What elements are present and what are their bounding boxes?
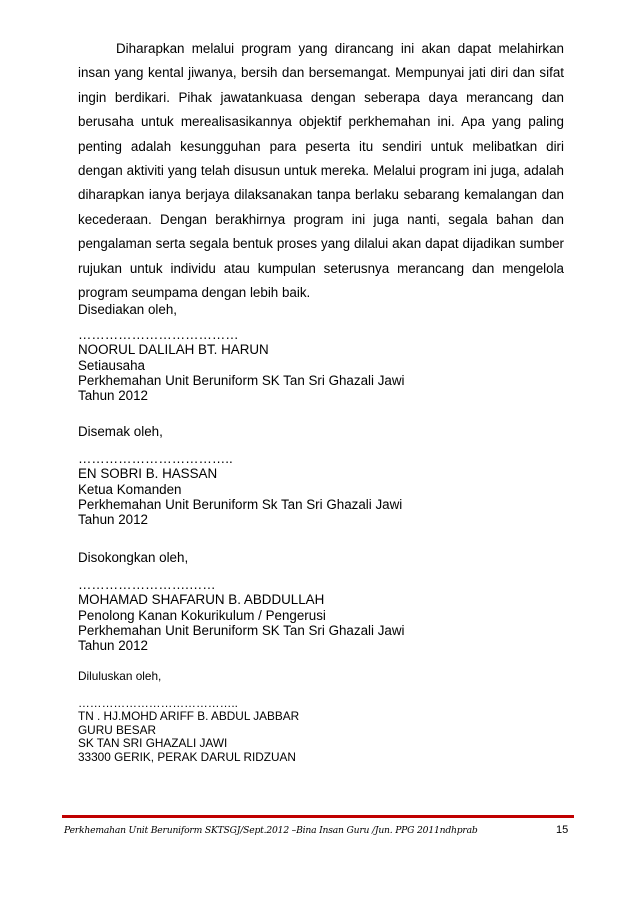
signature-name: EN SOBRI B. HASSAN [78,466,218,482]
signature-dots: …………………….…… [78,577,216,593]
signature-dots: …………………………….. [78,451,233,467]
signature-dots: ……………………………… [78,327,239,343]
signature-org: Perkhemahan Unit Beruniform SK Tan Sri Ghazali Jawi [78,622,405,638]
signature-approved-by [78,670,578,765]
body-paragraph [78,37,564,305]
footer-text: Perkhemahan Unit Beruniform SKTSGJ/Sept.2012 –Bina Insan Guru /Jun. PPG 2011ndhprab [64,825,478,836]
signature-name: NOORUL DALILAH BT. HARUN [78,342,269,358]
signature-heading: Diluluskan oleh, [78,669,162,683]
signature-year: 33300 GERIK, PERAK DARUL RIDZUAN [78,749,296,764]
signature-title: GURU BESAR [78,722,157,737]
signature-prepared-by [78,302,578,403]
page-number: 15 [556,824,569,836]
signature-supported-by [78,550,578,653]
signature-name: MOHAMAD SHAFARUN B. ABDDULLAH [78,592,325,608]
signature-heading: Disediakan oleh, [78,302,178,317]
signature-org: Perkhemahan Unit Beruniform SK Tan Sri Ghazali Jawi [78,372,405,388]
footer-rule [62,815,574,818]
signature-org: Perkhemahan Unit Beruniform Sk Tan Sri Ghazali Jawi [78,496,403,512]
signature-org: SK TAN SRI GHAZALI JAWI [78,736,228,751]
signature-dots: ………………………………….. [78,695,238,710]
signature-title: Penolong Kanan Kokurikulum / Pengerusi [78,607,326,623]
signature-heading: Disemak oleh, [78,424,163,439]
paragraph-text: Diharapkan melalui program yang dirancang ini akan dapat melahirkan insan yang kental jiwanya, bersih dan bersemangat. Mempunyai jati diri dan sifat ingin berdikari. Pihak jawatankuasa dengan seberapa daya merancang dan berusaha untuk merealisasikannya objektif perkhemahan ini. Apa yang paling penting adalah kesungguhan para peserta itu sendiri untuk melibatkan diri dengan aktiviti yang telah disusun untuk mereka. Melalui program ini juga, adalah diharapkan ianya berjaya dilaksanakan tanpa berlaku sebarang kemalangan dan kecederaan. Dengan berakhirnya program ini juga nanti, segala bahan dan pengalaman serta segala bentuk proses yang dilalui akan dapat dijadikan sumber rujukan untuk individu atau kumpulan seterusnya merancang dan mengelola program seumpama dengan lebih baik. [78,41,564,301]
signature-reviewed-by [78,424,578,527]
signature-name: TN . HJ.MOHD ARIFF B. ABDUL JABBAR [78,709,300,724]
signature-title: Ketua Komanden [78,481,182,497]
signature-year: Tahun 2012 [78,638,148,654]
signature-heading: Disokongkan oleh, [78,550,189,565]
signature-year: Tahun 2012 [78,512,148,528]
signature-year: Tahun 2012 [78,388,148,404]
signature-title: Setiausaha [78,357,146,373]
